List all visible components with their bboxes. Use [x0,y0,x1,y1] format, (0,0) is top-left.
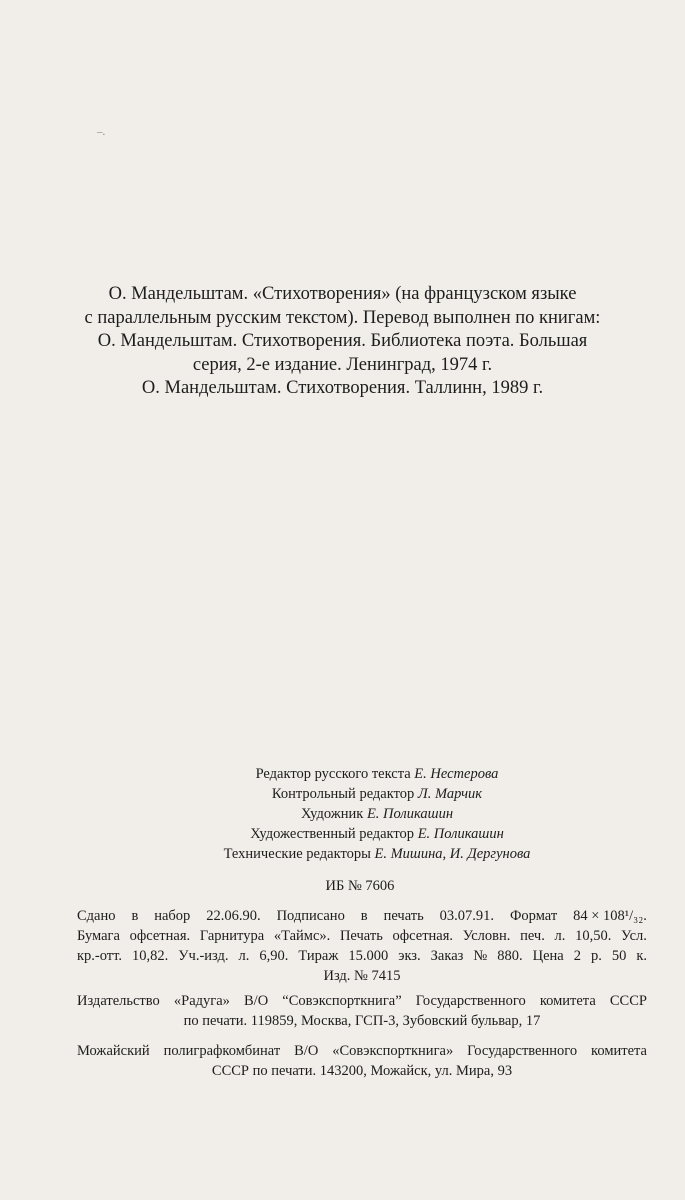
word: Формат [509,908,558,924]
credit-role: Технические редакторы [223,846,371,862]
credit-line [0,824,685,844]
credit-name: Е. Поликашин [417,826,504,842]
word: 10,82. [132,948,169,964]
word: 15.000 [348,948,389,964]
word: 50 [611,948,627,964]
word: л. [554,928,566,944]
word: Заказ [430,948,464,964]
publisher-line: по печати. 119859, Москва, ГСП-3, Зубовский бульвар, 17 [183,1013,541,1029]
word: СССР [609,993,647,1009]
ib-number: ИБ № 7606 [325,878,395,894]
printer-info [77,1041,647,1081]
credit-name: Е. Поликашин [366,806,454,822]
source-note [0,283,685,401]
credit-line [0,764,685,784]
stray-mark: –. [97,126,106,138]
printer-line [77,1041,647,1061]
word: кр.-отт. [77,948,123,964]
word: л. [238,948,250,964]
word: 22.06.90. [206,908,261,924]
word: Бумага [77,928,120,944]
imprint-line [77,906,647,926]
credit-role: Художественный редактор [250,826,415,842]
imprint-line: Изд. № 7415 [323,968,401,984]
credit-role: Редактор русского текста [255,766,411,782]
word: Цена [532,948,564,964]
word: Гарнитура [199,928,265,944]
word: 6,90. [259,948,289,964]
word: «Радуга» [173,993,230,1009]
word: 2 [573,948,581,964]
word: В/О [294,1043,319,1059]
word: «Таймс». [273,928,331,944]
word: комитета [591,1043,647,1059]
word: 84 × 108¹/₃₂. [573,908,647,924]
credit-line [0,804,685,824]
word: в [131,908,139,924]
word: Тираж [298,948,339,964]
word: Сдано [77,908,116,924]
word: набор [154,908,191,924]
word: полиграфкомбинат [163,1043,281,1059]
word: “Совэкспорткнига” [282,993,402,1009]
credit-line [0,844,685,864]
word: р. [590,948,602,964]
word: Государственного [415,993,526,1009]
credit-line [0,784,685,804]
word: 880. [497,948,523,964]
word: Усл. [621,928,647,944]
source-note-line: О. Мандельштам. Стихотворения. Библиотека поэта. Большая [97,331,588,351]
source-note-line: с параллельным русским текстом). Перевод выполнен по книгам: [84,307,601,328]
word: В/О [244,993,269,1009]
word: № [473,948,488,964]
printer-line: СССР по печати. 143200, Можайск, ул. Мира, 93 [211,1063,513,1079]
word: экз. [398,948,421,964]
publisher-line [77,991,647,1011]
word: комитета [539,993,596,1009]
word: Издательство [77,993,160,1009]
credit-name: Е. Нестерова [414,766,499,782]
word: Можайский [77,1043,150,1059]
word: Печать [339,928,383,944]
word: Уч.-изд. [178,948,229,964]
word: «Совэкспорткнига» [332,1043,454,1059]
editorial-credits [0,764,685,864]
word: в [360,908,368,924]
word: Государственного [467,1043,578,1059]
word: Подписано [276,908,345,924]
credit-role: Художник [300,806,364,822]
word: 10,50. [575,928,612,944]
word: 03.07.91. [439,908,495,924]
word: к. [636,948,647,964]
word: печать [383,908,424,924]
source-note-line: О. Мандельштам. «Стихотворения» (на французском языке [108,284,577,304]
print-imprint [77,906,647,986]
imprint-line [77,946,647,966]
credit-name: Л. Марчик [417,786,483,802]
credit-role: Контрольный редактор [271,786,415,802]
credit-name: Е. Мишина, И. Дергунова [374,846,531,862]
word: печ. [520,928,545,944]
word: Условн. [462,928,511,944]
source-note-line: О. Мандельштам. Стихотворения. Таллинн, 1989 г. [141,378,544,398]
word: офсетная. [129,928,191,944]
publisher-info [77,991,647,1031]
imprint-line [77,926,647,946]
source-note-line: серия, 2-е издание. Ленинград, 1974 г. [192,354,493,375]
word: офсетная. [392,928,454,944]
